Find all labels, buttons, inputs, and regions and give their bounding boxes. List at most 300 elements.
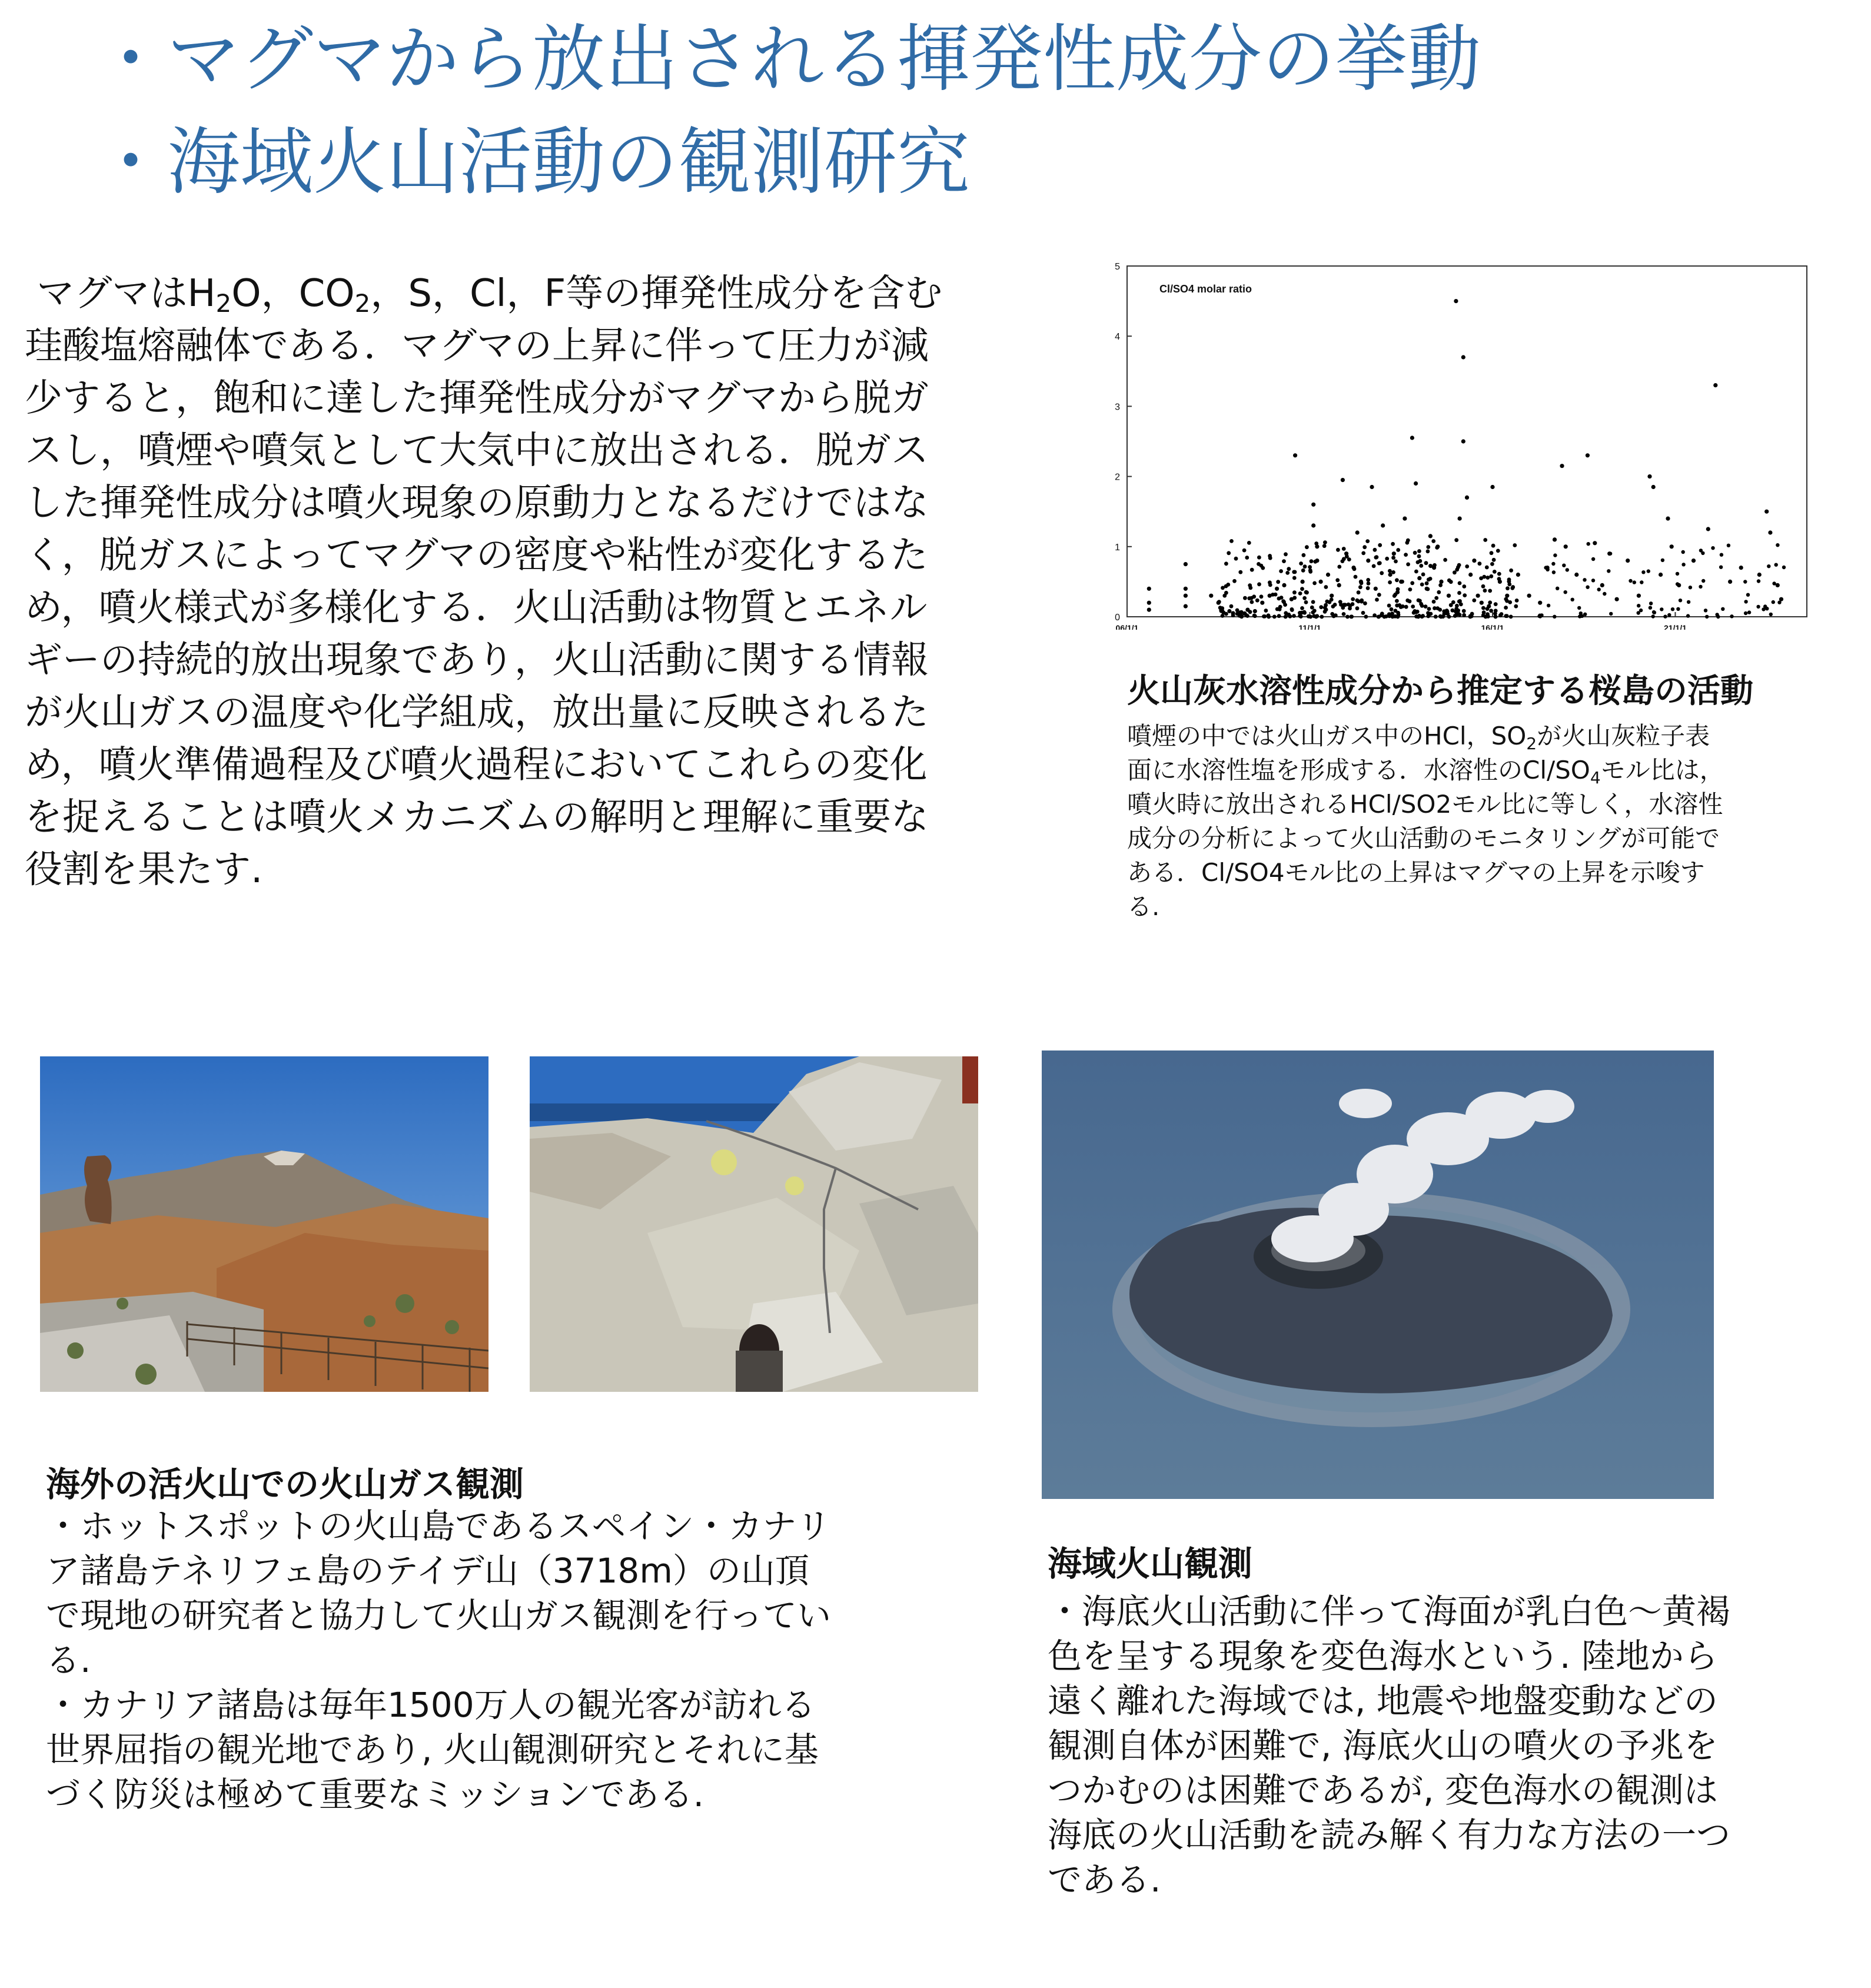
data-point — [1400, 580, 1404, 584]
ocean-body: ・海底火山活動に伴って海面が乳白色～黄褐 色を呈する現象を変色海水という. 陸地から 遠く離れた海域では, 地震や地盤変動などの 観測自体が困難で, 海底火山の噴火の予兆を つかむのは困難であるが, 変色海水の観測は 海底の火山活動を読み解く有力な方法の一つ である. — [1048, 1591, 1731, 1900]
data-point — [1661, 558, 1664, 562]
data-point — [1566, 568, 1569, 571]
overseas-title: 海外の活火山での火山ガス観測 — [46, 1464, 524, 1504]
data-point — [1360, 581, 1364, 585]
data-point — [1580, 614, 1584, 618]
data-point — [1429, 612, 1433, 616]
data-point — [1229, 604, 1234, 609]
data-point — [1255, 599, 1259, 603]
teide-landscape-photo — [40, 1056, 488, 1392]
data-point — [1485, 576, 1490, 580]
data-point — [1777, 601, 1781, 604]
data-point — [1653, 611, 1656, 614]
data-point — [1381, 523, 1385, 527]
data-point — [1324, 603, 1328, 607]
data-point — [1711, 546, 1714, 550]
data-point — [1357, 590, 1361, 594]
data-point — [1481, 606, 1485, 610]
data-point — [1765, 607, 1769, 610]
data-point — [1335, 578, 1340, 582]
data-point — [1704, 609, 1707, 612]
data-point — [1391, 542, 1395, 546]
data-point — [1372, 613, 1377, 617]
data-point — [1686, 614, 1690, 617]
data-point — [1772, 581, 1776, 585]
data-point — [1574, 573, 1578, 577]
data-point — [1388, 580, 1392, 584]
chart-svg — [1095, 259, 1813, 630]
data-point — [1564, 590, 1567, 594]
data-point — [1333, 603, 1337, 607]
data-point — [1292, 614, 1296, 618]
data-point — [1209, 594, 1213, 598]
data-point — [1454, 610, 1458, 614]
data-point — [1314, 541, 1318, 546]
intro-text-3: ，S，Cl，F等の揮発性成分を含む 珪酸塩熔融体である．マグマの上昇に伴って圧力が減 少すると，飽和に達した揮発性成分がマグマから脱ガ スし，噴煙や噴気として大気中に放出される．脱ガス した揮発性成分は噴火現象の原動力となるだけではな く，脱ガスによってマグマの密度や粘性が変化するた め，噴火様式が多様化する．火山活動は物質とエネル ギーの持続的放出現象であり，火山活動に関する情報 が火山ガスの温度や化学組成，放出量に反映されるた め，噴火準備過程及び噴火過程においてこれらの変化 を捉えることは噴火メカニズムの解明と理解に重要な 役割を果たす. — [25, 272, 943, 892]
data-point — [1147, 608, 1151, 612]
data-point — [1391, 615, 1395, 619]
data-point — [1414, 614, 1418, 619]
caption-text-3: モル比は， 噴火時に放出されるHCl/SO2モル比に等しく，水溶性 成分の分析によって火山活動のモニタリングが可能で ある．Cl/SO4モル比の上昇はマグマの上昇を示唆す る. — [1127, 756, 1724, 921]
data-point — [1184, 594, 1188, 598]
data-point — [1514, 604, 1518, 609]
data-point — [1504, 606, 1508, 610]
data-point — [1217, 600, 1221, 604]
data-point — [1342, 547, 1346, 551]
data-point — [1538, 601, 1542, 605]
data-point — [1403, 517, 1407, 521]
data-point — [1562, 564, 1566, 567]
data-point — [1462, 613, 1466, 617]
data-point — [1719, 566, 1723, 569]
data-point — [1483, 538, 1487, 542]
data-point — [1547, 604, 1550, 607]
data-point — [1337, 583, 1341, 587]
intro-text-1: マグマはH — [25, 272, 216, 315]
data-point — [1666, 517, 1670, 521]
data-point — [1721, 607, 1724, 611]
data-point — [1556, 587, 1559, 590]
data-point — [1629, 579, 1632, 583]
data-point — [1428, 534, 1433, 538]
data-point — [1564, 544, 1568, 548]
chart-caption-body — [1127, 719, 1851, 924]
data-point — [1490, 562, 1494, 566]
data-point — [1224, 561, 1228, 566]
data-point — [1408, 587, 1413, 591]
volcanic-island-photo — [1042, 1050, 1714, 1499]
data-point — [1397, 613, 1401, 617]
data-point — [1609, 552, 1612, 556]
data-point — [1320, 615, 1324, 619]
data-point — [1756, 605, 1760, 609]
data-point — [1247, 541, 1251, 545]
intro-text-2: O，CO — [231, 272, 355, 315]
data-point — [1716, 615, 1720, 619]
data-point — [1483, 589, 1487, 593]
intro-paragraph — [25, 268, 1084, 896]
data-point — [1354, 575, 1358, 579]
data-point — [1227, 609, 1231, 613]
data-point — [1315, 614, 1319, 618]
data-point — [1364, 615, 1368, 619]
data-point — [1465, 564, 1469, 569]
data-point — [1438, 583, 1443, 587]
data-point — [1240, 614, 1244, 618]
data-point — [1651, 614, 1655, 618]
data-point — [1416, 560, 1420, 564]
data-point — [1485, 614, 1489, 619]
data-point — [1458, 613, 1462, 617]
page-title-line-2: ・海域火山活動の観測研究 — [94, 120, 971, 205]
y-tick-label: 1 — [1115, 542, 1120, 553]
data-point — [1232, 579, 1237, 583]
data-point — [1323, 540, 1327, 544]
data-point — [1728, 580, 1732, 584]
data-point — [1229, 539, 1234, 543]
data-point — [1292, 576, 1297, 580]
intro-sub-1: 2 — [215, 289, 232, 318]
data-point — [1302, 596, 1307, 600]
data-point — [1375, 555, 1379, 559]
data-point — [1468, 573, 1473, 577]
data-point — [1676, 572, 1679, 576]
data-point — [1553, 615, 1556, 619]
data-point — [1300, 587, 1304, 591]
data-point — [1626, 558, 1630, 563]
data-point — [1458, 517, 1462, 521]
data-point — [1275, 587, 1279, 591]
data-point — [1453, 570, 1457, 574]
data-point — [1260, 601, 1264, 605]
data-point — [1334, 613, 1338, 617]
data-point — [1298, 611, 1302, 615]
data-point — [1455, 604, 1459, 608]
data-point — [1374, 587, 1378, 591]
data-point — [1264, 609, 1268, 613]
data-point — [1319, 580, 1323, 584]
data-point — [1243, 596, 1247, 600]
data-point — [1365, 539, 1370, 543]
data-point — [1355, 606, 1360, 610]
data-point — [1281, 599, 1285, 603]
y-tick-label: 0 — [1115, 613, 1120, 623]
data-point — [1282, 583, 1286, 587]
data-point — [1303, 564, 1307, 569]
data-point — [1311, 610, 1315, 614]
caption-text-2: が火山灰粒子表 面に水溶性塩を形成する．水溶性のCl/SO — [1127, 722, 1710, 784]
data-point — [1609, 612, 1613, 616]
data-point — [1378, 561, 1382, 565]
chart-caption-title: 火山灰水溶性成分から推定する桜島の活動 — [1127, 672, 1753, 710]
data-point — [1323, 610, 1327, 614]
data-point — [1404, 605, 1408, 609]
data-point — [1276, 580, 1280, 584]
data-point — [1757, 579, 1760, 583]
data-point — [1268, 554, 1272, 558]
data-point — [1641, 570, 1645, 574]
data-point — [1227, 551, 1231, 555]
data-point — [1380, 571, 1384, 575]
data-point — [1292, 590, 1297, 594]
data-point — [1184, 604, 1188, 609]
data-point — [1757, 573, 1762, 577]
data-point — [1336, 548, 1340, 552]
data-point — [1429, 564, 1433, 568]
data-point — [1414, 481, 1418, 486]
data-point — [1293, 570, 1297, 574]
data-point — [1220, 609, 1224, 613]
data-point — [1367, 581, 1371, 586]
data-point — [1405, 541, 1410, 545]
data-point — [1361, 611, 1365, 615]
data-point — [1348, 606, 1352, 610]
data-point — [1461, 355, 1465, 359]
data-point — [1250, 600, 1254, 604]
data-point — [1288, 614, 1292, 619]
data-point — [1730, 614, 1733, 618]
data-point — [1235, 609, 1239, 613]
caption-sub-1: 2 — [1526, 734, 1537, 753]
data-point — [1443, 558, 1447, 562]
y-tick-label: 3 — [1115, 402, 1120, 413]
data-point — [1659, 573, 1663, 577]
data-point — [1267, 613, 1271, 617]
data-point — [1308, 569, 1312, 573]
data-point — [1491, 544, 1496, 548]
data-point — [1322, 544, 1327, 548]
data-point — [1413, 551, 1417, 555]
data-point — [1271, 593, 1275, 597]
data-point — [1670, 544, 1674, 548]
data-point — [1586, 586, 1589, 589]
data-point — [1432, 600, 1436, 604]
data-point — [1425, 581, 1429, 586]
data-point — [1244, 613, 1248, 617]
data-point — [1546, 568, 1549, 571]
data-point — [1311, 503, 1315, 507]
data-point — [1649, 601, 1653, 605]
data-point — [1285, 571, 1290, 575]
data-point — [1253, 609, 1257, 613]
data-point — [1485, 607, 1490, 611]
data-point — [1493, 570, 1497, 574]
data-point — [1538, 614, 1542, 618]
data-point — [1431, 539, 1435, 543]
plot-frame — [1127, 266, 1807, 617]
data-point — [1476, 594, 1480, 598]
y-tick-label: 2 — [1115, 472, 1120, 483]
data-point — [1504, 614, 1508, 618]
data-point — [1767, 564, 1770, 568]
data-point — [1342, 612, 1346, 616]
data-point — [1454, 538, 1458, 542]
data-point — [1676, 607, 1680, 611]
data-point — [1420, 604, 1424, 608]
data-point — [1591, 557, 1595, 561]
data-point — [1277, 614, 1281, 618]
data-point — [1671, 607, 1674, 611]
data-point — [1507, 577, 1511, 581]
data-point — [1293, 453, 1297, 457]
data-point — [1343, 603, 1347, 607]
data-point — [1457, 591, 1461, 595]
data-point — [1681, 550, 1685, 554]
data-point — [1462, 584, 1466, 589]
data-point — [1358, 585, 1362, 589]
data-point — [1375, 598, 1379, 602]
data-point — [1468, 614, 1473, 619]
data-point — [1147, 587, 1151, 591]
data-point — [1250, 568, 1254, 572]
data-point — [1463, 593, 1467, 597]
data-point — [1283, 603, 1287, 607]
data-point — [1649, 606, 1652, 610]
data-point — [1278, 607, 1282, 611]
data-point — [1776, 543, 1779, 547]
data-point — [1615, 597, 1619, 601]
data-point — [1782, 566, 1786, 569]
data-point — [1720, 553, 1723, 557]
data-point — [1509, 569, 1513, 573]
data-point — [1248, 586, 1252, 590]
data-point — [1437, 590, 1441, 594]
data-point — [1341, 478, 1345, 482]
data-point — [1245, 556, 1249, 560]
data-point — [1651, 485, 1656, 489]
data-point — [1676, 582, 1679, 586]
data-point — [1776, 583, 1780, 587]
x-tick-label: 06/1/1 — [1115, 623, 1139, 630]
data-point — [1553, 537, 1557, 541]
y-tick-label: 4 — [1115, 332, 1120, 343]
data-point — [1388, 569, 1392, 573]
data-point — [1302, 553, 1306, 557]
data-point — [1586, 453, 1590, 457]
data-point — [1510, 586, 1514, 590]
data-point — [1583, 578, 1586, 581]
data-point — [1769, 613, 1773, 616]
data-point — [1268, 580, 1272, 584]
data-point — [1435, 546, 1439, 550]
data-point — [1743, 580, 1747, 583]
data-point — [1509, 615, 1513, 619]
data-point — [1494, 602, 1498, 606]
data-point — [1667, 613, 1671, 617]
page-title-line-1: ・マグマから放出される揮発性成分の挙動 — [94, 17, 1481, 102]
data-point — [1637, 611, 1640, 614]
data-point — [1603, 592, 1606, 596]
data-point — [1462, 609, 1466, 613]
data-point — [1287, 567, 1291, 571]
data-point — [1744, 600, 1747, 603]
data-point — [1310, 559, 1314, 563]
data-point — [1280, 596, 1284, 600]
data-point — [1328, 600, 1332, 604]
data-point — [1304, 600, 1308, 604]
data-point — [1727, 544, 1730, 547]
data-point — [1447, 594, 1451, 598]
data-point — [1349, 615, 1353, 619]
data-point — [1224, 591, 1228, 595]
data-point — [1414, 570, 1418, 574]
data-point — [1577, 606, 1581, 610]
data-point — [1713, 383, 1717, 387]
data-point — [1454, 299, 1458, 303]
data-point — [1184, 587, 1188, 591]
data-point — [1300, 606, 1304, 610]
data-point — [1489, 609, 1493, 613]
data-point — [1746, 593, 1750, 597]
data-point — [1345, 554, 1349, 558]
data-point — [1298, 591, 1302, 596]
data-point — [1552, 570, 1556, 574]
data-point — [1408, 599, 1412, 603]
data-point — [1478, 561, 1482, 566]
data-point — [1485, 566, 1489, 570]
data-point — [1305, 545, 1309, 549]
data-point — [1311, 600, 1315, 604]
data-point — [1406, 563, 1410, 567]
data-point — [1679, 599, 1682, 602]
data-point — [1449, 580, 1453, 584]
data-point — [1705, 615, 1709, 619]
x-tick-label: 16/1/1 — [1481, 623, 1504, 630]
fumarole-slope-photo — [530, 1056, 978, 1392]
data-point — [1689, 586, 1692, 589]
data-point — [1488, 600, 1492, 604]
data-point — [1242, 548, 1247, 553]
data-point — [1772, 600, 1775, 604]
data-point — [1398, 603, 1402, 607]
data-point — [1380, 613, 1384, 617]
data-point — [1252, 614, 1257, 618]
data-point — [1428, 577, 1433, 581]
data-point — [1312, 581, 1317, 586]
data-point — [1465, 496, 1469, 500]
data-point — [1391, 570, 1395, 574]
data-point — [1507, 583, 1511, 587]
data-point — [1426, 545, 1430, 549]
intro-sub-2: 2 — [354, 289, 371, 318]
data-point — [1453, 614, 1457, 618]
data-point — [1262, 614, 1266, 619]
data-point — [1378, 543, 1382, 547]
data-point — [1257, 582, 1261, 586]
data-point — [1184, 562, 1188, 566]
data-point — [1417, 549, 1421, 553]
chart-title: Cl/SO4 molar ratio — [1159, 283, 1252, 295]
data-point — [1290, 607, 1294, 611]
data-point — [1458, 581, 1462, 586]
data-point — [1506, 586, 1510, 590]
data-point — [1424, 561, 1428, 565]
data-point — [1299, 614, 1303, 619]
data-point — [1497, 577, 1501, 581]
data-point — [1238, 570, 1242, 574]
data-point — [1330, 594, 1334, 598]
data-point — [1307, 614, 1311, 619]
data-point — [1597, 588, 1601, 591]
data-point — [1458, 599, 1462, 603]
data-point — [1391, 556, 1395, 560]
data-point — [1441, 614, 1445, 619]
data-point — [1417, 554, 1421, 558]
data-point — [1691, 558, 1696, 563]
data-point — [1239, 610, 1244, 614]
data-point — [1513, 543, 1517, 547]
data-point — [1768, 530, 1772, 534]
